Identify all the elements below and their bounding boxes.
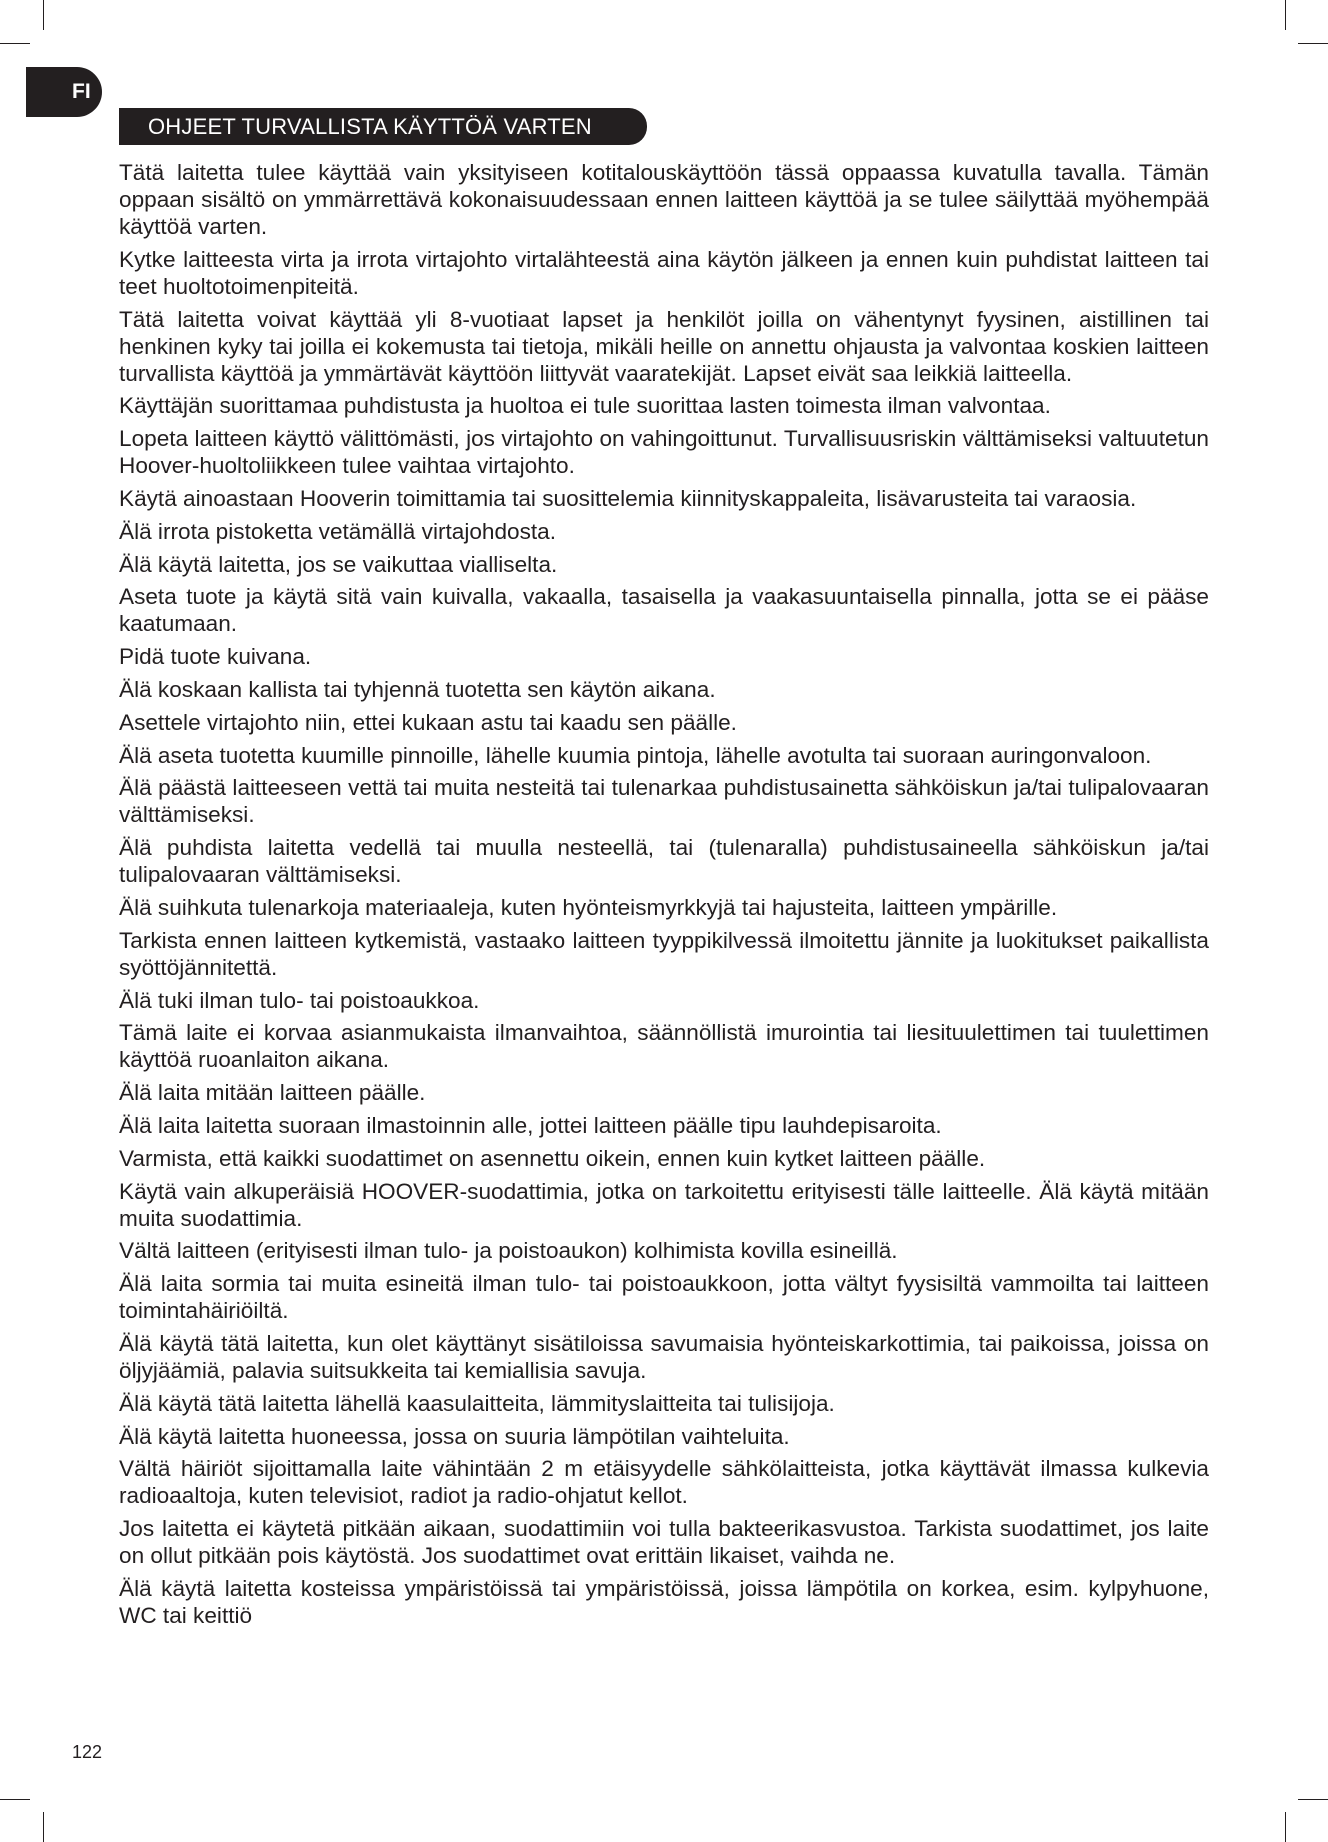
crop-mark-top-left — [43, 0, 44, 30]
paragraph: Älä tuki ilman tulo- tai poistoaukkoa. — [119, 987, 480, 1013]
paragraph: Älä laita laitetta suoraan ilmastoinnin alle, jottei laitteen päälle tipu lauhdepisaroita. — [119, 1112, 942, 1138]
paragraph: Älä puhdista laitetta vedellä tai muulla nesteellä, tai (tulenaralla) puhdistusaineella sähköiskun ja/tai tulipalovaaran välttämiseksi. — [119, 835, 1209, 888]
paragraph: Tätä laitetta tulee käyttää vain yksityiseen kotitalouskäyttöön tässä oppaassa kuvatulla tavalla. Tämän oppaan sisältö on ymmärrettävä kokonaisuudessaan ennen laitteen käyttöä ja se tulee säilyttää myöhempää käyttöä varten. — [119, 160, 1209, 239]
paragraph: Älä käytä laitetta, jos se vaikuttaa vialliselta. — [119, 551, 558, 577]
crop-mark-bottom-right — [1285, 1812, 1286, 1842]
language-tab: FI — [26, 67, 102, 117]
paragraph: Älä käytä tätä laitetta lähellä kaasulaitteita, lämmityslaitteita tai tulisijoja. — [119, 1390, 835, 1416]
crop-mark-bottom-left — [43, 1812, 44, 1842]
paragraph: Älä käytä laitetta huoneessa, jossa on suuria lämpötilan vaihteluita. — [119, 1423, 790, 1449]
page-number: 122 — [72, 1742, 103, 1762]
paragraph: Varmista, että kaikki suodattimet on asennettu oikein, ennen kuin kytket laitteen päälle. — [119, 1145, 986, 1171]
paragraph: Älä laita sormia tai muita esineitä ilman tulo- tai poistoaukkoon, jotta vältyt fyysisiltä vammoilta tai laitteen toimintahäiriöiltä. — [119, 1271, 1209, 1324]
section-title: OHJEET TURVALLISTA KÄYTTÖÄ VARTEN — [119, 108, 647, 145]
paragraph: Käytä vain alkuperäisiä HOOVER-suodattimia, jotka on tarkoitettu erityisesti tälle laitteelle. Älä käytä mitään muita suodattimia. — [119, 1178, 1209, 1231]
paragraph: Älä aseta tuotetta kuumille pinnoille, lähelle kuumia pintoja, lähelle avotulta tai suoraan auringonvaloon. — [119, 742, 1152, 768]
paragraph: Älä käytä laitetta kosteissa ympäristöissä tai ympäristöissä, joissa lämpötila on korkea, esim. kylpyhuone, WC tai keittiö — [119, 1575, 1209, 1628]
paragraph: Tämä laite ei korvaa asianmukaista ilmanvaihtoa, säännöllistä imurointia tai liesituulettimen tai tuulettimen käyttöä ruoanlaiton aikana. — [119, 1020, 1209, 1073]
safety-instructions — [119, 159, 1209, 1635]
paragraph: Älä päästä laitteeseen vettä tai muita nesteitä tai tulenarkaa puhdistusainetta sähköiskun ja/tai tulipalovaaran välttämiseksi. — [119, 775, 1209, 828]
paragraph: Käyttäjän suorittamaa puhdistusta ja huoltoa ei tule suorittaa lasten toimesta ilman valvontaa. — [119, 393, 1051, 419]
paragraph: Tätä laitetta voivat käyttää yli 8-vuotiaat lapset ja henkilöt joilla on vähentynyt fyysinen, aistillinen tai henkinen kyky tai joilla ei kokemusta tai tietoja, mikäli heille on annettu ohjausta ja valvontaa koskien laitteen turvallista käyttöä ja ymmärtävät käyttöön liittyvät vaaratekijät. Lapset eivät saa leikkiä laitteella. — [119, 306, 1209, 386]
paragraph: Asettele virtajohto niin, ettei kukaan astu tai kaadu sen päälle. — [119, 709, 737, 735]
paragraph: Aseta tuote ja käytä sitä vain kuivalla, vakaalla, tasaisella ja vaakasuuntaisella pinnalla, jotta se ei pääse kaatumaan. — [119, 584, 1209, 637]
paragraph: Pidä tuote kuivana. — [119, 644, 312, 670]
paragraph: Älä laita mitään laitteen päälle. — [119, 1080, 426, 1106]
paragraph: Tarkista ennen laitteen kytkemistä, vastaako laitteen tyyppikilvessä ilmoitettu jännite ja luokitukset paikallista syöttöjännitettä. — [119, 927, 1209, 980]
crop-mark-top-right — [1298, 43, 1328, 44]
crop-mark-top-left — [0, 43, 30, 44]
paragraph: Kytke laitteesta virta ja irrota virtajohto virtalähteestä aina käytön jälkeen ja ennen kuin puhdistat laitteen tai teet huoltotoimenpiteitä. — [119, 246, 1209, 299]
paragraph: Älä koskaan kallista tai tyhjennä tuotetta sen käytön aikana. — [119, 676, 716, 702]
crop-mark-top-right — [1285, 0, 1286, 30]
paragraph: Lopeta laitteen käyttö välittömästi, jos virtajohto on vahingoittunut. Turvallisuusriskin välttämiseksi valtuutetun Hoover-huoltoliikkeen tulee vaihtaa virtajohto. — [119, 426, 1209, 479]
paragraph: Vältä häiriöt sijoittamalla laite vähintään 2 m etäisyydelle sähkölaitteista, jotka käyttävät ilmassa kulkevia radioaaltoja, kuten televisiot, radiot ja radio-ohjatut kellot. — [119, 1456, 1209, 1509]
paragraph: Älä irrota pistoketta vetämällä virtajohdosta. — [119, 518, 557, 544]
paragraph: Älä suihkuta tulenarkoja materiaaleja, kuten hyönteismyrkkyjä tai hajusteita, laitteen ympärille. — [119, 894, 1058, 920]
crop-mark-bottom-left — [0, 1799, 30, 1800]
paragraph: Jos laitetta ei käytetä pitkään aikaan, suodattimiin voi tulla bakteerikasvustoa. Tarkista suodattimet, jos laite on ollut pitkään pois käytöstä. Jos suodattimet ovat erittäin likaiset, vaihda ne. — [119, 1516, 1209, 1569]
paragraph: Älä käytä tätä laitetta, kun olet käyttänyt sisätiloissa savumaisia hyönteiskarkottimia, tai paikoissa, joissa on öljyjäämiä, palavia suitsukkeita tai kemiallisia savuja. — [119, 1330, 1209, 1383]
crop-mark-bottom-right — [1298, 1799, 1328, 1800]
paragraph: Käytä ainoastaan Hooverin toimittamia tai suosittelemia kiinnityskappaleita, lisävarusteita tai varaosia. — [119, 485, 1137, 511]
paragraph: Vältä laitteen (erityisesti ilman tulo- ja poistoaukon) kolhimista kovilla esineillä. — [119, 1238, 898, 1264]
